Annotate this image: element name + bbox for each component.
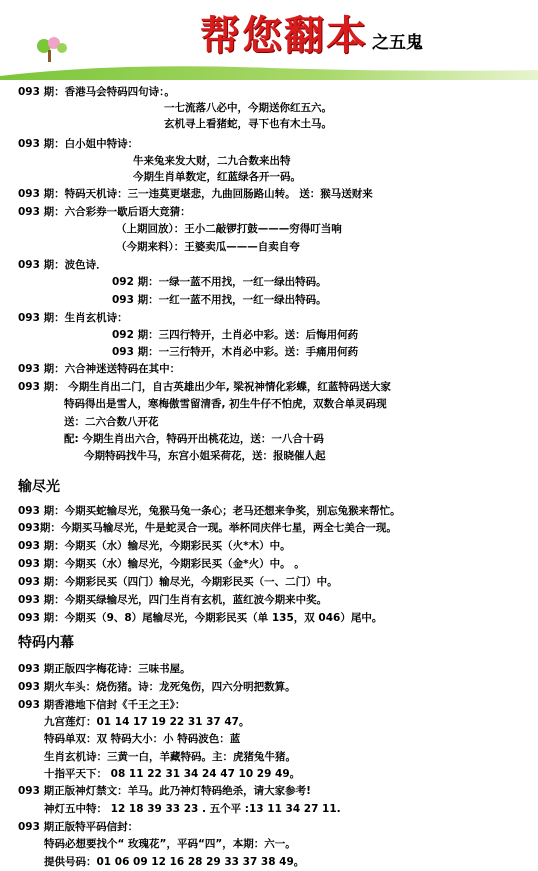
- text-line: 生肖玄机诗：三黄一白，羊藏特码。主：虎猪兔牛猪。: [44, 751, 296, 763]
- text-line: 093 期： 今期生肖出二门，自古英雄出少年, 梁祝神情化彩蝶，红蓝特码送大家: [18, 381, 391, 393]
- text-line: 093 期香港地下信封《千王之王》：: [18, 699, 186, 711]
- text-line: 092 期：一绿一蓝不用找，一红一绿出特码。: [112, 276, 327, 288]
- text-line: 093 期：今期买绿输尽光，四门生肖有玄机，蓝红波今期来中奖。: [18, 594, 328, 606]
- text-line: 配: 今期生肖出六合，特码开出桃花边，送：一八合十码: [64, 433, 324, 445]
- text-line: 一七流落八必中，今期送你红五六。: [164, 102, 332, 114]
- text-line: （上期回放）：王小二敲锣打鼓———穷得叮当响: [116, 223, 342, 235]
- text-line: 牛来兔来发大财，二九合数来出特: [133, 155, 291, 167]
- text-line: 093 期：香港马会特码四句诗：。: [18, 86, 175, 98]
- text-line: 092 期：三四行特开，土肖必中彩。送：后悔用何药: [112, 329, 359, 341]
- text-line: 093 期：特码天机诗：三一违莫更堪悲，九曲回肠路山转。 送：猴马送财来: [18, 188, 373, 200]
- text-line: 093 期：今期买（9、8）尾输尽光，今期彩民买（单 135，双 046）尾中。: [18, 612, 383, 624]
- text-line: 093 期正版四字梅花诗：三味书屋。: [18, 663, 191, 675]
- text-line: 093 期：生肖玄机诗：: [18, 312, 128, 324]
- text-line: （今期来料）：王婆卖瓜———自卖自夸: [116, 241, 300, 253]
- text-line: 玄机寻上看猪蛇，寻下也有木土马。: [164, 118, 332, 130]
- text-line: 特码必想要找个“ 玫瑰花”，平码“四”，本期：六一。: [44, 838, 296, 850]
- text-line: 送：二六合数八开花: [64, 416, 159, 428]
- text-line: 提供号码：01 06 09 12 16 28 29 33 37 38 49。: [44, 856, 305, 868]
- text-line: 093 期：白小姐中特诗：: [18, 138, 139, 150]
- text-line: 093 期：六合神迷送特码在其中：: [18, 363, 181, 375]
- text-line: 093 期：一三行特开，木肖必中彩。送：手痛用何药: [112, 346, 359, 358]
- text-line: 特码单双：双 特码大小：小 特码波色：蓝: [44, 733, 241, 745]
- text-line: 093 期：六合彩券一歇后语大竞猜：: [18, 206, 191, 218]
- green-hill-decoration: [0, 58, 538, 80]
- text-line: 093 期：今期买蛇输尽光，兔猴马兔一条心；老马还想来争奖，别忘兔猴来帮忙。: [18, 505, 401, 517]
- text-line: 093 期：今期买（水）输尽光，今期彩民买（火*木）中。: [18, 540, 291, 552]
- text-line: 093 期正版神灯禁文：羊马。此乃神灯特码绝杀，请大家参考!: [18, 785, 311, 797]
- text-line: 九宫莲灯：01 14 17 19 22 31 37 47。: [44, 716, 250, 728]
- section-heading: 输尽光: [18, 479, 60, 495]
- text-line: 神灯五中特： 12 18 39 33 23 . 五个平 :13 11 34 27 11.: [44, 803, 341, 815]
- text-line: 今期生肖单数定，红蓝绿各开一码。: [133, 171, 301, 183]
- tree-icon: [32, 36, 72, 64]
- text-line: 093 期：今期买（水）输尽光，今期彩民买（金*火）中。 。: [18, 558, 305, 570]
- text-line: 093 期正版特平码信封：: [18, 821, 139, 833]
- page-header: [0, 0, 538, 82]
- text-line: 十指平天下： 08 11 22 31 34 24 47 10 29 49。: [44, 768, 301, 780]
- text-line: 093 期：今期彩民买（四门）输尽光，今期彩民买（一、二门）中。: [18, 576, 338, 588]
- text-line: 今期特码找牛马，东宫小姐采荷花，送：报晓催人起: [84, 450, 326, 462]
- text-line: 093 期：一红一蓝不用找，一红一绿出特码。: [112, 294, 327, 306]
- section-heading: 特码内幕: [18, 635, 74, 651]
- page-subtitle: 之五鬼: [372, 33, 423, 53]
- text-line: 093 期火车头：烧伤猪。诗：龙死兔伤，四六分明把数算。: [18, 681, 296, 693]
- page-title: 帮您翻本: [200, 12, 368, 59]
- text-line: 093期：今期买马输尽光，牛是蛇灵合一现。举杯同庆伴七星，两全七美合一现。: [18, 522, 397, 534]
- text-line: 093 期：波色诗．: [18, 259, 107, 271]
- text-line: 特码得出是雪人，寒梅傲雪留清香, 初生牛仔不怕虎，双数合单灵码现: [64, 398, 387, 410]
